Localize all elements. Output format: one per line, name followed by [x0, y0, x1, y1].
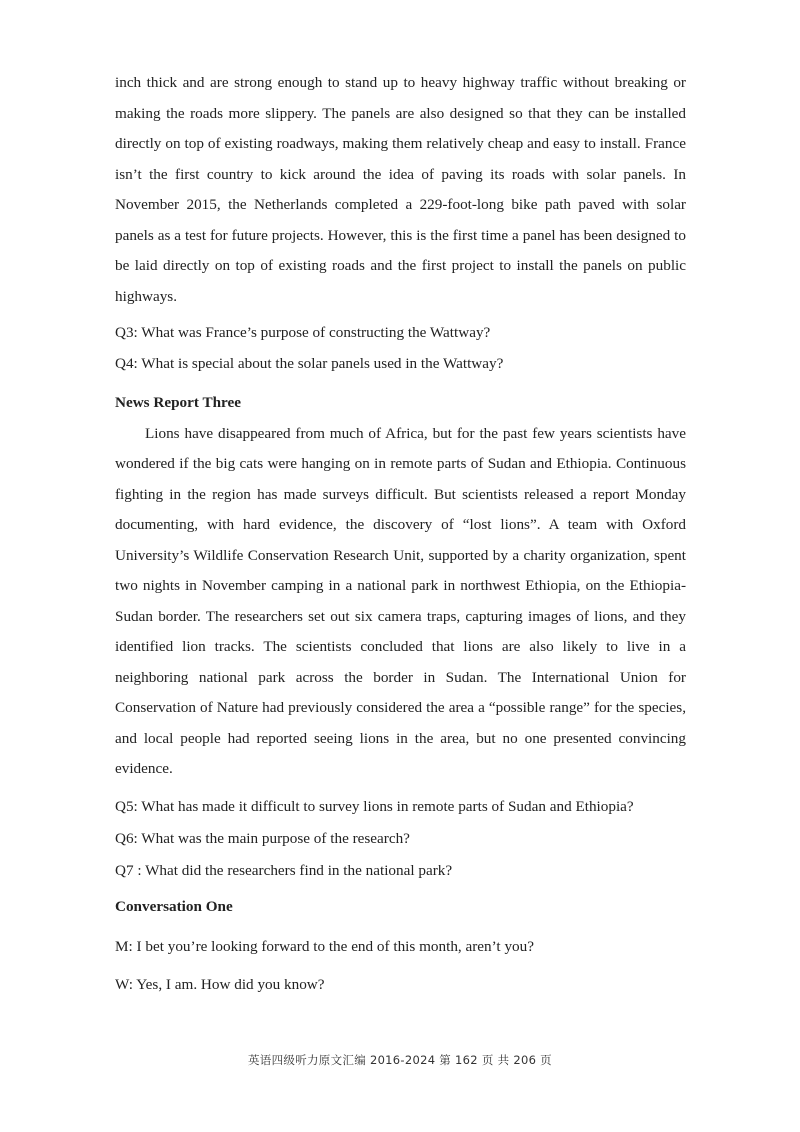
- question-3: Q3: What was France’s purpose of constructing the Wattway?: [115, 324, 491, 341]
- news-report-three-body: Lions have disappeared from much of Africa, but for the past few years scientists have wondered if the big cats were hanging on in remote parts of Sudan and Ethiopia. Continuous fighting in the region has made surveys difficult. But scientists released a report Monday documenting, with hard evidence, the discovery of “lost lions”. A team with Oxford University’s Wildlife Conservation Research Unit, supported by a charity organization, spent two nights in November camping in a national park in northwest Ethiopia, on the Ethiopia-Sudan border. The researchers set out six camera traps, capturing images of lions, and they identified lion tracks. The scientists concluded that lions are also likely to live in a neighboring national park across the border in Sudan. The International Union for Conservation of Nature had previously considered the area a “possible range” for the species, and local people had reported seeing lions in the area, but no one presented convincing evidence.: [115, 424, 686, 777]
- section-title-conversation-one: Conversation One: [115, 897, 233, 915]
- document-page: [115, 68, 686, 1004]
- question-6: Q6: What was the main purpose of the research?: [115, 829, 410, 847]
- section-title-news-report-three: News Report Three: [115, 394, 241, 411]
- question-7: Q7 : What did the researchers find in the national park?: [115, 861, 453, 879]
- page-footer: [0, 1052, 800, 1068]
- news-report-two-continuation: inch thick and are strong enough to stand up to heavy highway traffic without breaking or making the roads more slippery. The panels are also designed so that they can be installed directly on top of existing roadways, making them relatively cheap and easy to install. France isn’t the first country to kick around the idea of paving its roads with solar panels. In November 2015, the Netherlands completed a 229-foot-long bike path paved with solar panels as a test for future projects. However, this is the first time a panel has been designed to be laid directly on top of existing roads and the first project to install the panels on public highways.: [115, 74, 686, 305]
- question-5: Q5: What has made it difficult to survey lions in remote parts of Sudan and Ethiopia?: [115, 797, 634, 815]
- dialogue-line-w: W: Yes, I am. How did you know?: [115, 975, 325, 993]
- question-4: Q4: What is special about the solar panels used in the Wattway?: [115, 354, 504, 372]
- footer-page-info: 英语四级听力原文汇编 2016-2024 第 162 页 共 206 页: [248, 1053, 552, 1067]
- dialogue-line-m: M: I bet you’re looking forward to the end of this month, aren’t you?: [115, 937, 534, 955]
